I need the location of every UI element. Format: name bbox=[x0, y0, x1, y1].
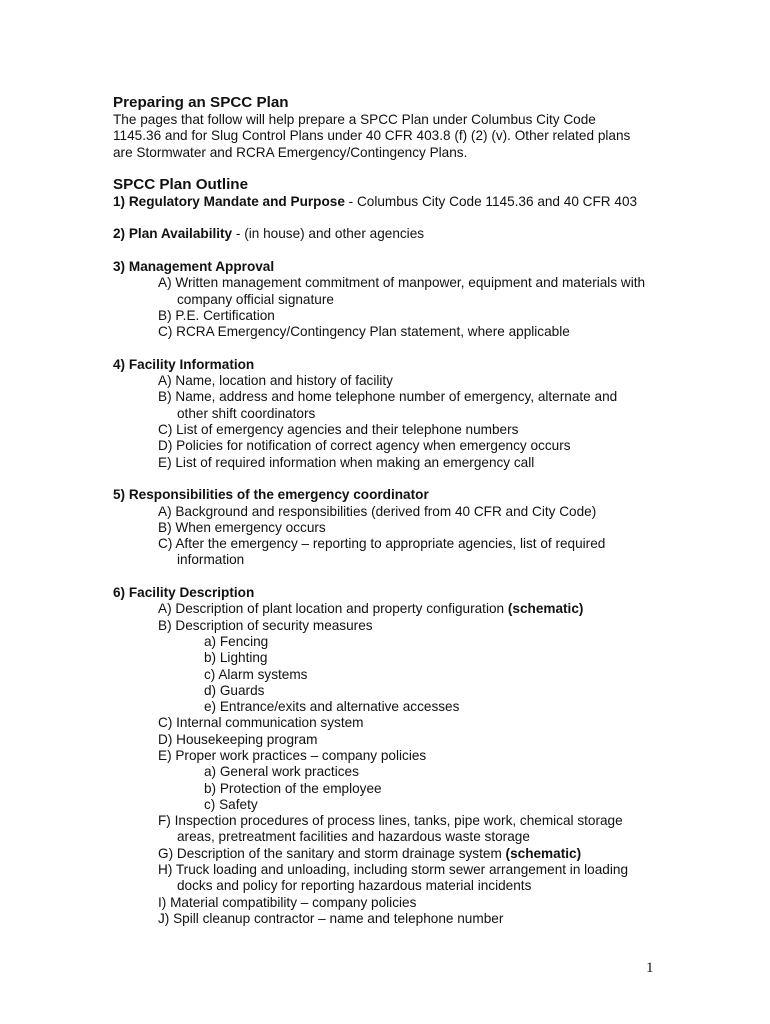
outline-item: H) Truck loading and unloading, including storm sewer arrangement in loading bbox=[158, 862, 629, 878]
outline-item-cont: other shift coordinators bbox=[177, 405, 316, 421]
outline-item: B) P.E. Certification bbox=[158, 307, 275, 323]
section-heading: 2) Plan Availability bbox=[113, 226, 233, 242]
outline-item: A) Written management commitment of manpower, equipment and materials with bbox=[158, 275, 646, 291]
outline-item-cont: areas, pretreatment facilities and hazardous waste storage bbox=[177, 829, 530, 845]
outline-subitem: d) Guards bbox=[204, 682, 265, 698]
outline-item: A) Name, location and history of facility bbox=[158, 373, 393, 389]
page-title: Preparing an SPCC Plan bbox=[113, 94, 289, 111]
outline-item: D) Policies for notification of correct agency when emergency occurs bbox=[158, 438, 571, 454]
outline-item: C) RCRA Emergency/Contingency Plan statement, where applicable bbox=[158, 324, 570, 340]
section-2 bbox=[113, 226, 733, 242]
section-text: - (in house) and other agencies bbox=[232, 226, 425, 242]
outline-subitem: c) Safety bbox=[204, 796, 258, 812]
outline-subitem: b) Protection of the employee bbox=[204, 780, 382, 796]
outline-item: A) Description of plant location and property configuration (schematic) bbox=[158, 601, 584, 617]
outline-item: B) When emergency occurs bbox=[158, 519, 326, 535]
outline-item-cont: information bbox=[177, 552, 245, 568]
intro-line: 1145.36 and for Slug Control Plans under 40 CFR 403.8 (f) (2) (v). Other related plans bbox=[113, 128, 631, 144]
outline-subitem: b) Lighting bbox=[204, 650, 268, 666]
outline-item-cont: docks and policy for reporting hazardous material incidents bbox=[177, 878, 532, 894]
schematic-label: (schematic) bbox=[507, 601, 584, 617]
section-heading: 5) Responsibilities of the emergency coordinator bbox=[113, 487, 429, 503]
section-heading: 4) Facility Information bbox=[113, 356, 255, 372]
outline-title: SPCC Plan Outline bbox=[113, 175, 249, 193]
outline-item: I) Material compatibility – company policies bbox=[158, 894, 417, 910]
outline-subitem: a) Fencing bbox=[204, 633, 269, 649]
outline-item: E) List of required information when making an emergency call bbox=[158, 454, 535, 470]
outline-item: A) Background and responsibilities (derived from 40 CFR and City Code) bbox=[158, 503, 597, 519]
outline-item: F) Inspection procedures of process lines, tanks, pipe work, chemical storage bbox=[158, 813, 623, 829]
outline-item-cont: company official signature bbox=[177, 291, 334, 307]
intro-line: are Stormwater and RCRA Emergency/Contingency Plans. bbox=[113, 144, 468, 160]
outline-item: G) Description of the sanitary and storm drainage system (schematic) bbox=[158, 845, 582, 861]
outline-item: J) Spill cleanup contractor – name and telephone number bbox=[158, 910, 504, 926]
outline-item: C) Internal communication system bbox=[158, 715, 364, 731]
section-heading: 1) Regulatory Mandate and Purpose bbox=[113, 193, 345, 209]
section-heading: 3) Management Approval bbox=[113, 259, 275, 275]
outline-subitem: c) Alarm systems bbox=[204, 666, 308, 682]
outline-subitem: a) General work practices bbox=[204, 764, 359, 780]
intro-line: The pages that follow will help prepare a SPCC Plan under Columbus City Code bbox=[113, 112, 596, 127]
section-text: - Columbus City Code 1145.36 and 40 CFR 403 bbox=[344, 193, 638, 209]
document-body bbox=[113, 93, 733, 927]
outline-item: C) List of emergency agencies and their telephone numbers bbox=[158, 422, 519, 438]
section-heading: 6) Facility Description bbox=[113, 585, 255, 601]
section-1 bbox=[113, 194, 733, 210]
outline-item: B) Description of security measures bbox=[158, 617, 373, 633]
outline-item: E) Proper work practices – company policies bbox=[158, 747, 427, 763]
outline-item: C) After the emergency – reporting to appropriate agencies, list of required bbox=[158, 536, 606, 552]
outline-subitem: e) Entrance/exits and alternative accesses bbox=[204, 699, 460, 715]
schematic-label: (schematic) bbox=[505, 845, 582, 861]
page-number: 1 bbox=[646, 960, 654, 976]
outline-item: B) Name, address and home telephone number of emergency, alternate and bbox=[158, 389, 618, 405]
outline-item: D) Housekeeping program bbox=[158, 731, 318, 747]
